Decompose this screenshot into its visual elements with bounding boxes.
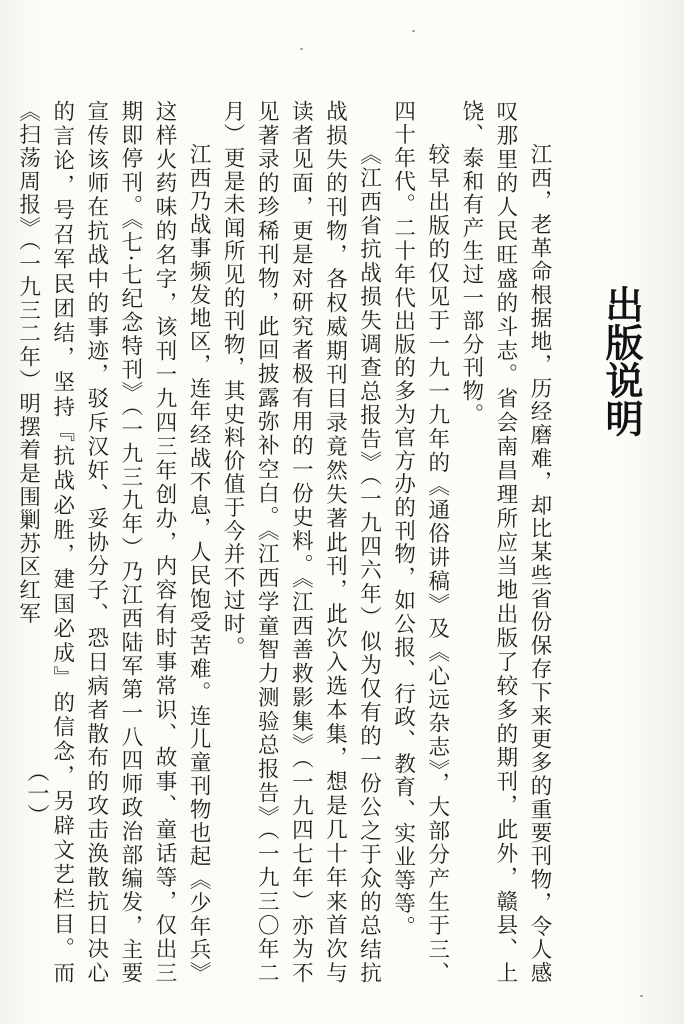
scan-speck	[640, 995, 643, 997]
paragraph: 江西，老革命根据地，历经磨难，却比某些省份保存下来更多的重要刊物，令人感叹那里的人民旺盛的斗志。省会南昌理所应当地出版了较多的期刊，此外，赣县、上饶、泰和有产生过一部分刊物。	[458, 100, 552, 985]
page-number: （一）	[24, 760, 49, 826]
paragraph: 江西乃战事频发地区，连年经战不息，人民饱受苦难。连儿童刊物也起《少年兵》这样火药味的名字，该刊一九四三年创办，内容有时事常识、故事、童话等，仅出三期即停刊。《七·七纪念特刊》（一九三九年）乃江西陆军第一八四师政治部编发，主要宣传该师在抗战中的事迹，驳斥汉奸、妥协分子、恐日病者散布的攻击涣散抗日决心的言论，号召军民团结，坚持『抗战必胜，建国必成』的信念，另辟文艺栏目。而《扫荡周报》（一九三二年）明摆着是围剿苏区红军	[15, 100, 212, 985]
scan-speck	[300, 48, 303, 50]
paragraph: 较早出版的仅见于一九一九年的《通俗讲稿》及《心远杂志》，大部分产生于三、四十年代。二十年代出版的多为官方办的刊物，如公报、行政、教育、实业等等。	[390, 100, 450, 985]
page-title: 出版说明	[599, 285, 643, 437]
paragraph: 《江西省抗战损失调查总报告》（一九四六年）似为仅有的一份公之于众的总结抗战损失的刊物，各权威期刊目录竟然失著此刊，此次入选本集，想是几十年来首次与读者见面，更是对研究者极有用的一份史料。《江西善救影集》（一九四七年）亦为不见著录的珍稀刊物，此回披露弥补空白。《江西学童智力测验总报告》（一九三〇年二月）更是未闻所见的刊物，其史料价值于今并不过时。	[220, 100, 382, 985]
scan-speck	[412, 30, 415, 32]
body-text	[0, 100, 556, 985]
